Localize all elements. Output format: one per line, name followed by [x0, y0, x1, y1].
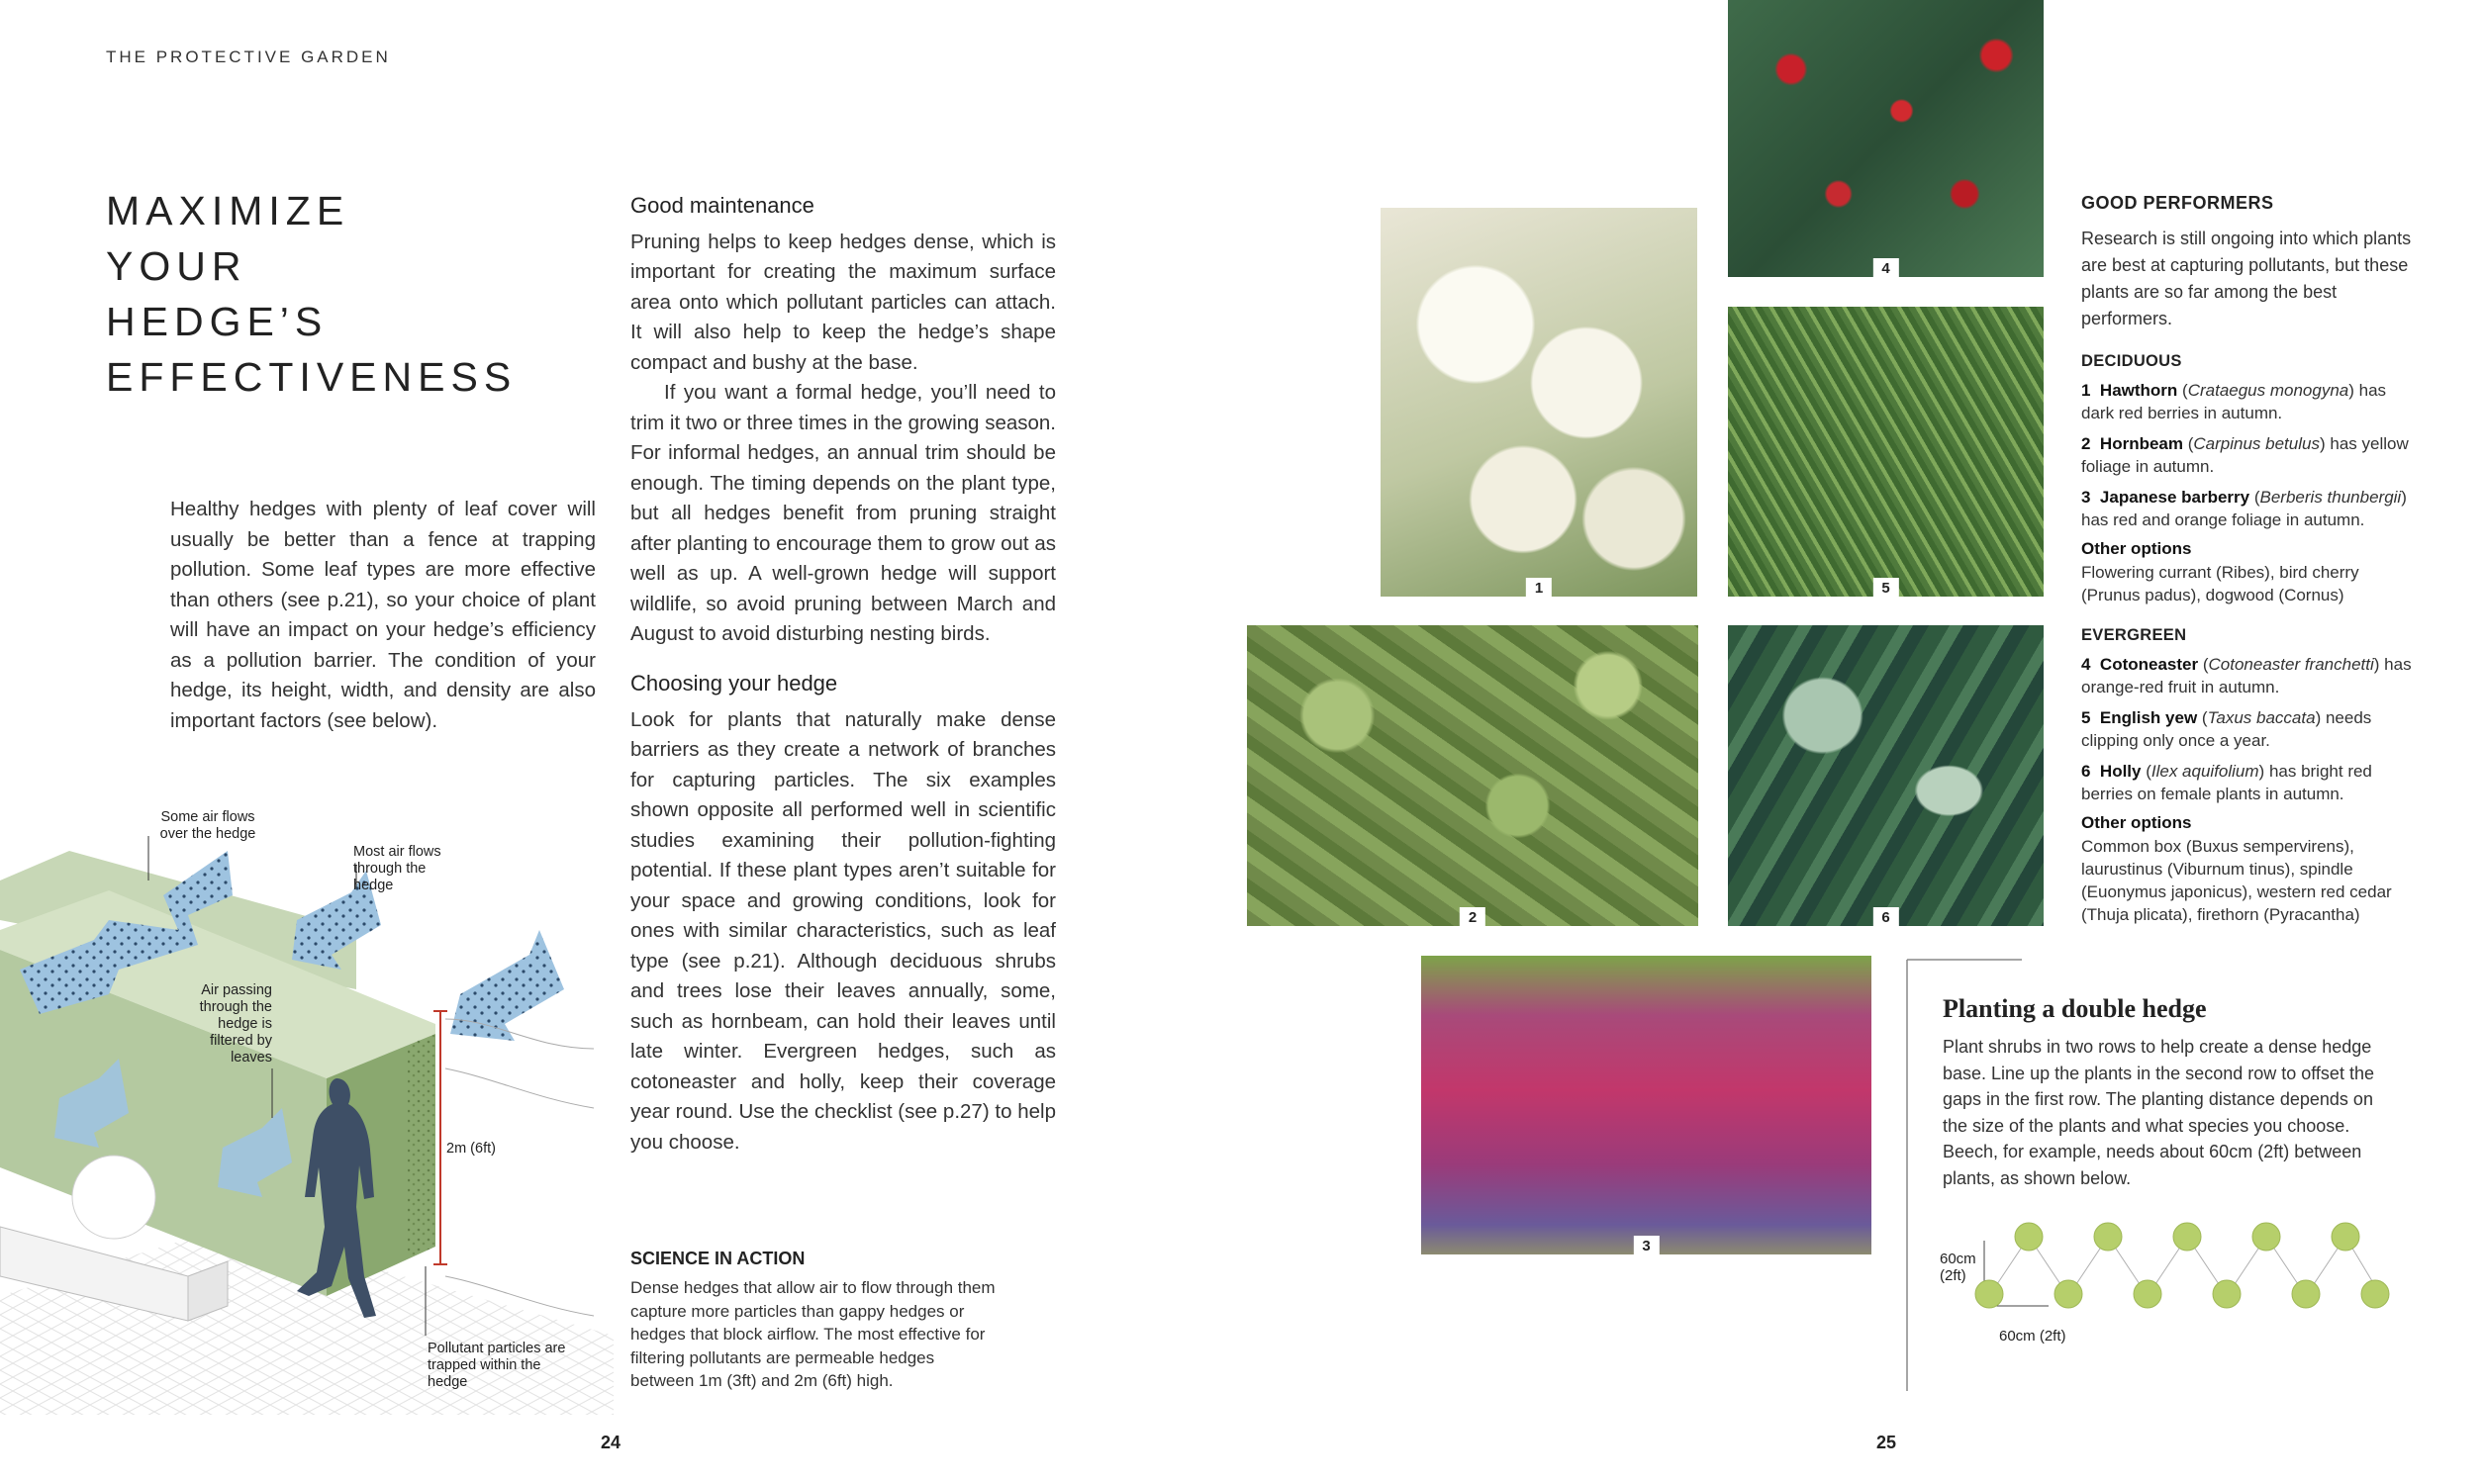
plant-entry: 3 Japanese barberry (Berberis thunbergii) has red and orange foliage in autumn.: [2081, 488, 2407, 529]
plant-entry: 4 Cotoneaster (Cotoneaster franchetti) has orange-red fruit in autumn.: [2081, 655, 2412, 696]
evergreen-other-options: Common box (Buxus sempervirens), laurustinus (Viburnum tinus), spindle (Euonymus japonicus), western red cedar (Thuja plicata), firethorn (Pyracantha): [2081, 837, 2392, 924]
double-hedge-text: Plant shrubs in two rows to help create a dense hedge base. Line up the plants in the second row to offset the gaps in the first row. The planting distance depends on the size of the plants and what species you choose. Beech, for example, needs about 60cm (2ft) between plants, as shown below.: [1943, 1037, 2374, 1188]
photo-number: 5: [1872, 578, 1898, 597]
photo-japanese-barberry: [1421, 956, 1871, 1254]
good-performers-heading: GOOD PERFORMERS: [2081, 193, 2274, 213]
photo-holly: [1728, 625, 2044, 926]
page-number-left: 24: [601, 1433, 621, 1452]
plant-entry: 2 Hornbeam (Carpinus betulus) has yellow foliage in autumn.: [2081, 434, 2409, 476]
shrub-row-back: [2015, 1223, 2359, 1251]
plant-entry: 1 Hawthorn (Crataegus monogyna) has dark red berries in autumn.: [2081, 381, 2387, 422]
maintenance-p2: If you want a formal hedge, you’ll need to trim it two or three times in the growing season. For informal hedges, an annual trim should be enough. The timing depends on the plant type, but all hedges benefit from pruning straight after planting to encourage them to grow out as well as up. A well-grown hedge will support wildlife, so avoid pruning between March and August to avoid disturbing nesting birds.: [630, 381, 1056, 645]
maintenance-heading: Good maintenance: [630, 193, 814, 218]
label-height: 2m (6ft): [446, 1141, 496, 1157]
running-head: THE PROTECTIVE GARDEN: [106, 47, 391, 66]
photo-number: 6: [1872, 907, 1898, 926]
choosing-p1: Look for plants that naturally make dense barriers as they create a network of branches for capturing particles. The six examples shown opposite all performed well in scientific studies examining their pollution-fighting potential. If these plant types aren’t suitable for your space and growing conditions, look for ones with similar characteristics, such as leaf type (see p.21). Although deciduous shrubs and trees lose their leaves annually, some, such as hornbeam, can hold their leaves until late winter. Evergreen hedges, such as cotoneaster and holly, keep their coverage year round. Use the checklist (see p.27) to help you choose.: [630, 707, 1056, 1154]
photo-hawthorn: [1381, 208, 1697, 597]
photo-number: 2: [1460, 907, 1485, 926]
label-horizontal-spacing: 60cm (2ft): [1999, 1328, 2066, 1345]
title-line: EFFECTIVENESS: [106, 354, 518, 400]
deciduous-other-options: Flowering currant (Ribes), bird cherry (Prunus padus), dogwood (Cornus): [2081, 563, 2359, 604]
deciduous-other-heading: Other options: [2081, 539, 2192, 558]
deciduous-heading: DECIDUOUS: [2081, 352, 2182, 370]
title-line: YOUR: [106, 243, 247, 289]
shrub-row-front: [1975, 1280, 2389, 1308]
title-line: MAXIMIZE: [106, 188, 350, 233]
double-hedge-diagram: [1974, 1207, 2390, 1326]
hedge-airflow-illustration: [0, 782, 614, 1415]
title-line: HEDGE’S: [106, 299, 329, 344]
choosing-heading: Choosing your hedge: [630, 671, 838, 696]
photo-number: 4: [1872, 258, 1898, 277]
intro-paragraph: Healthy hedges with plenty of leaf cover will usually be better than a fence at trapping pollution. Some leaf types are more effective than others (see p.21), so your choice of plant will have an impact on your hedge’s efficiency as a pollution barrier. The condition of your hedge, its height, width, and density are also important factors (see below).: [170, 498, 596, 732]
maintenance-section: [630, 191, 1056, 650]
double-hedge-heading: Planting a double hedge: [1943, 994, 2207, 1023]
plant-entry: 5 English yew (Taxus baccata) needs clipping only once a year.: [2081, 708, 2372, 750]
science-heading: SCIENCE IN ACTION: [630, 1249, 806, 1268]
good-performers-intro: Research is still ongoing into which plants are best at capturing pollutants, but these plants are so far among the best performers.: [2081, 229, 2412, 328]
photo-number: 1: [1526, 578, 1552, 597]
page-number-right: 25: [1876, 1433, 1897, 1452]
photo-cotoneaster: [1728, 0, 2044, 277]
label-air-through: Most air flows through the hedge: [353, 844, 441, 893]
photo-hornbeam: [1247, 625, 1698, 926]
round-bush: [72, 1156, 155, 1239]
science-text: Dense hedges that allow air to flow through them capture more particles than gappy hedges or hedges that block airflow. The most effective for filtering pollutants are permeable hedges between 1m (3ft) and 2m (6ft) high.: [630, 1278, 996, 1390]
photo-number: 3: [1633, 1236, 1659, 1254]
label-vertical-spacing: 60cm (2ft): [1940, 1251, 1976, 1284]
choosing-section: [630, 669, 1056, 1158]
page-title: [106, 183, 522, 405]
label-trapped: Pollutant particles are trapped within the hedge: [428, 1341, 566, 1390]
maintenance-p1: Pruning helps to keep hedges dense, which is important for creating the maximum surface area onto which pollutant particles can attach. It will also help to keep the hedge’s shape compact and bushy at the base.: [630, 230, 1056, 374]
good-performers-panel: [2081, 193, 2418, 934]
label-filtered: Air passing through the hedge is filtered by leaves: [199, 982, 272, 1066]
plant-entry: 6 Holly (Ilex aquifolium) has bright red berries on female plants in autumn.: [2081, 762, 2372, 803]
label-air-over: Some air flows over the hedge: [159, 809, 256, 842]
photo-english-yew: [1728, 307, 2044, 597]
evergreen-other-heading: Other options: [2081, 813, 2192, 832]
evergreen-heading: EVERGREEN: [2081, 626, 2187, 644]
